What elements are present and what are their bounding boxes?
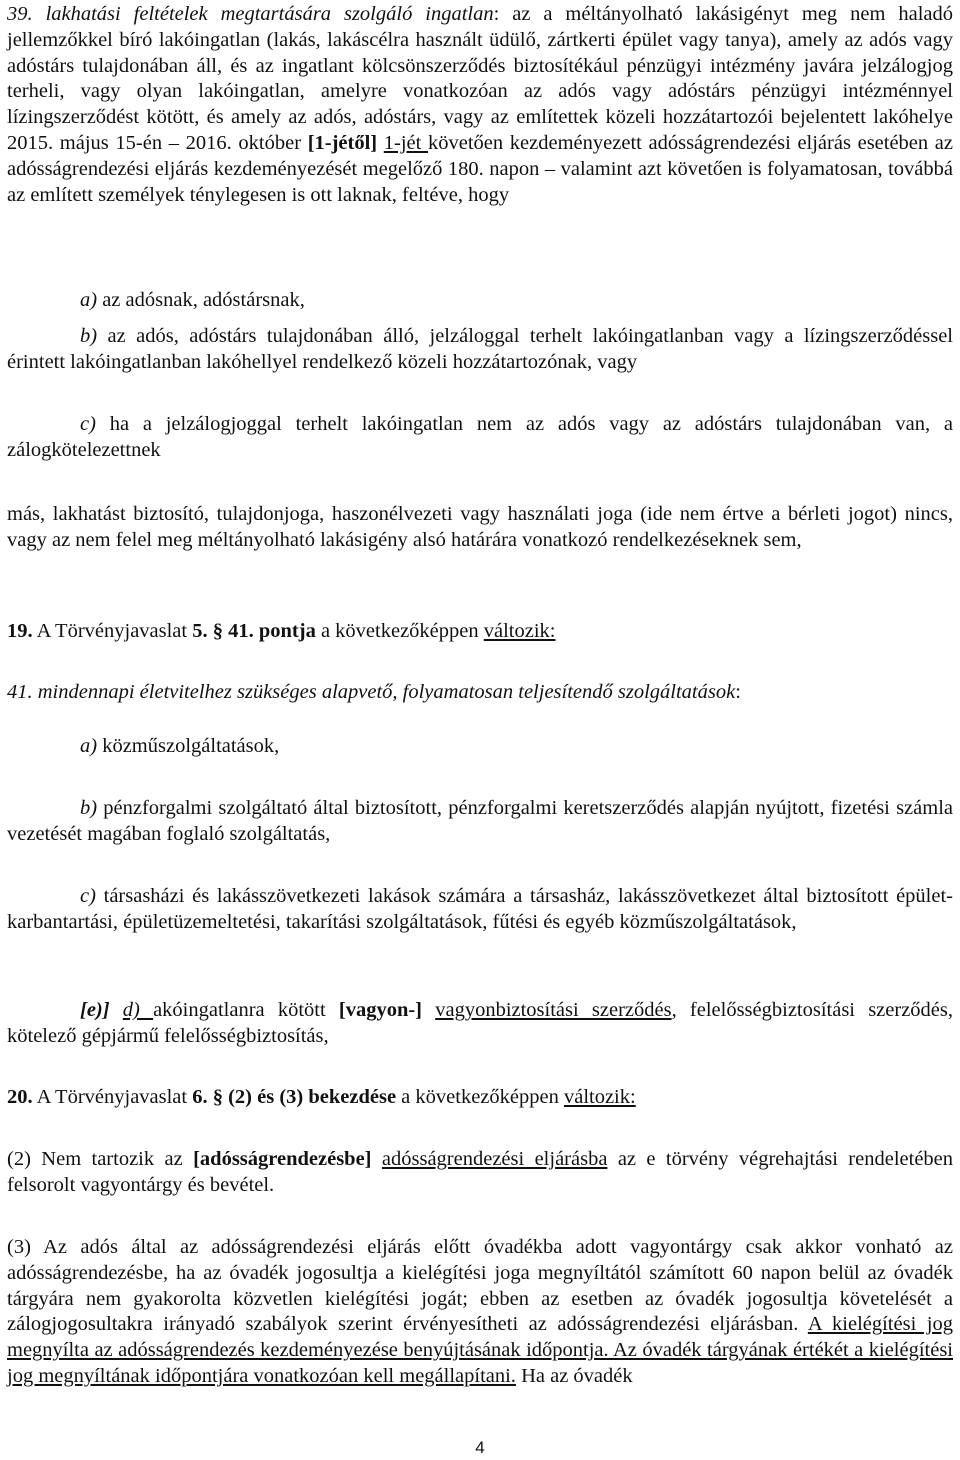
section-20-text-3: a következőképpen [396,1086,564,1108]
section-19-bold-1: 5. [192,620,208,642]
section-19-number: 19. [7,620,33,642]
section-20-underlined: változik: [563,1086,636,1108]
paragraph-2-text-2 [372,1148,382,1170]
item-41-point-c [7,884,953,936]
item-41-d-inserted: d) [122,999,154,1021]
item-41-point-a [7,734,953,760]
point-a-text: az adósnak, adóstársnak, [97,289,305,311]
item-39-body: : az a méltányolható lakásigényt meg nem haladó jellemzőkkel bíró lakóingatlan (lakás, lakáscélra használt üdülő, zártkerti épület vagy tanya), amely az adós vagy adóstárs tulajdonában áll, és az ingatlant kölcsönszerződés biztosítékául pénzügyi intézmény javára jelzálogjog terheli, vagy olyan lakóingatlan, amelyre vonatkozóan az adós vagy adóstárs pénzügyi intézménnyel lízingszerződést kötött, és amely az adós, adóstárs, vagy az említettek közeli hozzátartozói bejelentett lakóhelye 2015. május 15-én – 2016. október [7,3,953,154]
paragraph-3-text-1: (3) Az adós által az adósságrendezési eljárás előtt óvadékba adott vagyontárgy csak akkor vonható az adósságrendezésbe, ha az óvadék jogosultja a kielégítési joga megnyíltától számított 60 napon belül az óvadék tárgyára nem gyakorolta közvetlen kielégítési jogát; ebben az esetben az óvadék jogosultja követelését a zálogjogosultakra irányadó szabályok szerint érvényesítheti az adósságrendezési eljárásban. [7,1236,953,1336]
item-41-heading-colon: : [735,681,741,703]
item-41-heading [7,680,953,706]
item-41-c-mark: c) [80,885,96,907]
item-39-deleted-text: [1-jétől] [307,131,378,154]
section-19-bold-3: pontja [258,620,316,642]
section-19-heading [7,619,953,645]
section-20-heading [7,1085,953,1111]
item-39-point-b [7,324,953,376]
item-41-a-text: közműszolgáltatások, [97,735,280,757]
item-41-d-rest: , felelősségbiztosítási szerződés, kötelező gépjármű felelősségbiztosítás, [7,999,954,1047]
item-41-d-text-1: akóingatlanra kötött [153,999,339,1021]
item-39-point-a [7,288,953,314]
item-41-e-deleted: [e)] [80,999,110,1021]
item-41-b-text: pénzforgalmi szolgáltató által biztosított, pénzforgalmi keretszerződés alapján nyújtott, fizetési számla vezetését magában foglaló szolgáltatás, [7,797,953,845]
item-39-closing: más, lakhatást biztosító, tulajdonjoga, haszonélvezeti vagy használati joga (ide nem értve a bérleti jogot) nincs, vagy az nem felel meg méltányolható lakásigény alsó határára vonatkozó rendelkezéseknek sem, [7,503,953,551]
item-41-b-mark: b) [80,797,98,819]
paragraph-2 [7,1147,953,1199]
section-20-bold-2: § (2) és (3) bekezdése [212,1086,397,1108]
point-c-mark: c) [80,413,96,435]
section-19-text-1: A Törvényjavaslat [32,620,193,642]
paragraph-3-inserted: A kielégítési jog megnyílta az adósságrendezés kezdeményezése benyújtásának időpontja. Az óvadék tárgyának értékét a kielégítési jog megnyíltának időpontjára vonatkozóan kell megállapítani. [7,1313,953,1387]
item-39-term: lakhatási feltételek megtartására szolgáló ingatlan [45,3,494,25]
item-41-c-text: társasházi és lakásszövetkezeti lakások számára a társasház, lakásszövetkezet által biztosított épület-karbantartási, épületüzemeltetési, takarítási szolgáltatások, fűtési és egyéb közműszolgáltatások, [7,885,953,933]
paragraph-2-inserted: adósságrendezési eljárásba [381,1148,608,1170]
paragraph-2-text-1: (2) Nem tartozik az [7,1148,194,1170]
item-41-a-mark: a) [80,735,98,757]
item-39-paragraph [7,2,953,208]
point-b-text: az adós, adóstárs tulajdonában álló, jelzáloggal terhelt lakóingatlanban vagy a lízingszerződéssel érintett lakóingatlanban lakóhellyel rendelkező közeli hozzátartozónak, vagy [7,325,953,373]
section-20-number: 20. [7,1086,33,1108]
paragraph-3-text-2: Ha az óvadék [515,1364,633,1387]
item-41-point-d [7,998,953,1050]
paragraph-3 [7,1235,953,1390]
section-20-bold-1: 6. [192,1086,208,1108]
item-39-rest: követően kezdeményezett adósságrendezési eljárás esetében az adósságrendezési eljárás kezdeményezését megelőző 180. napon – valamint azt követően is folyamatosan, továbbá az említett személyek ténylegesen is ott laknak, feltéve, hogy [7,131,954,206]
point-c-text: ha a jelzálogjoggal terhelt lakóingatlan nem az adós vagy az adóstárs tulajdonában van, a zálogkötelezettnek [7,413,953,461]
item-41-heading-text: 41. mindennapi életvitelhez szükséges alapvető, folyamatosan teljesítendő szolgáltatások [7,681,736,703]
paragraph-2-text-3: az e törvény végrehajtási rendeletében felsorolt vagyontárgy és bevétel. [7,1148,954,1196]
item-41-point-b [7,796,953,848]
item-39-number: 39. [7,3,33,25]
item-41-d-inserted-2: vagyonbiztosítási szerződés [435,999,672,1021]
item-41-d-deleted: [vagyon-] [338,999,423,1021]
item-39-inserted-text: 1-jét [383,131,429,154]
section-19-bold-2: § 41. [212,620,254,642]
section-20-text-1: A Törvényjavaslat [32,1086,193,1108]
item-39-point-c [7,412,953,464]
page-number: 4 [475,1438,485,1457]
section-19-text-4: a következőképpen [315,620,484,642]
point-a-mark: a) [80,289,98,311]
item-41-d-text-2 [422,999,435,1021]
point-b-mark: b) [80,325,98,347]
paragraph-2-deleted: [adósságrendezésbe] [193,1148,372,1170]
section-19-underlined: változik: [483,620,556,642]
